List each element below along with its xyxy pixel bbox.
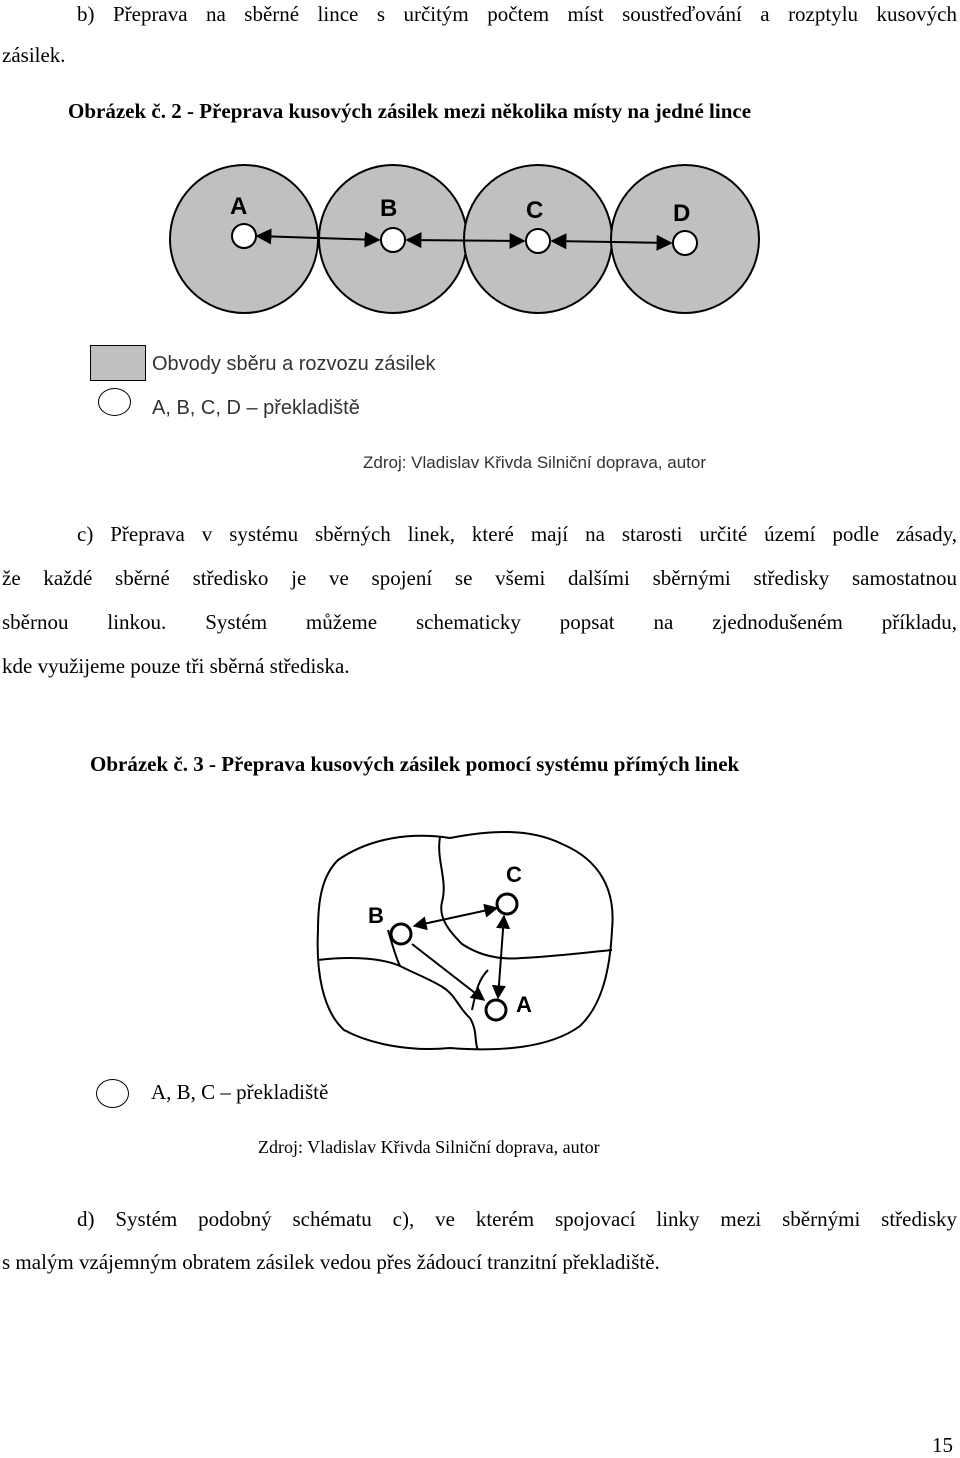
section-d-line1: d) Systém podobný schématu c), ve kterém spojovací linky mezi sběrnými středisky bbox=[77, 1207, 957, 1231]
link-b-c bbox=[407, 240, 524, 241]
legend-point-icon bbox=[96, 1079, 129, 1108]
section-c-line2: že každé sběrné středisko je ve spojení se všemi dalšími sběrnými středisky samostatnou bbox=[2, 566, 957, 590]
section-c-line3: sběrnou linkou. Systém můžeme schematicky popsat na zjednodušeném příkladu, bbox=[2, 610, 957, 634]
figure2-caption: Obrázek č. 2 - Přeprava kusových zásilek mezi několika místy na jedné lince bbox=[68, 99, 752, 123]
point-b bbox=[381, 228, 405, 252]
figure3-source: Zdroj: Vladislav Křivda Silniční doprava, autor bbox=[258, 1137, 600, 1157]
figure3-caption: Obrázek č. 3 - Přeprava kusových zásilek pomocí systému přímých linek bbox=[90, 752, 740, 776]
label-b: B bbox=[368, 903, 384, 928]
legend-point-icon bbox=[98, 388, 131, 416]
section-b-line1: b) Přeprava na sběrné lince s určitým počtem míst soustřeďování a rozptylu kusových bbox=[77, 2, 957, 26]
label-a: A bbox=[230, 193, 248, 220]
section-c-line1: c) Přeprava v systému sběrných linek, které mají na starosti určité území podle zásady, bbox=[77, 522, 957, 546]
point-c bbox=[497, 894, 517, 914]
legend-area-swatch bbox=[90, 345, 146, 381]
point-c bbox=[526, 229, 550, 253]
page-number: 15 bbox=[932, 1433, 953, 1457]
legend-area-label: Obvody sběru a rozvozu zásilek bbox=[152, 353, 436, 375]
point-a bbox=[486, 1000, 506, 1020]
figure3-diagram bbox=[300, 820, 640, 1060]
section-d-line2: s malým vzájemným obratem zásilek vedou přes žádoucí tranzitní překladiště. bbox=[2, 1250, 660, 1274]
section-b-line2: zásilek. bbox=[2, 43, 66, 67]
figure2-source: Zdroj: Vladislav Křivda Silniční doprava, autor bbox=[363, 453, 706, 472]
legend-point-label: A, B, C – překladiště bbox=[151, 1080, 329, 1104]
section-c-line4: kde využijeme pouze tři sběrná střediska. bbox=[2, 654, 350, 678]
label-b: B bbox=[380, 195, 398, 222]
point-a bbox=[232, 224, 256, 248]
figure2-diagram bbox=[160, 158, 780, 328]
territory-boundary-1 bbox=[439, 837, 612, 958]
link-b-c bbox=[414, 908, 497, 926]
label-a: A bbox=[516, 992, 532, 1017]
label-c: C bbox=[506, 862, 522, 887]
territory-boundary-2 bbox=[318, 958, 478, 1050]
label-c: C bbox=[526, 197, 544, 224]
legend-point-label: A, B, C, D – překladiště bbox=[152, 397, 360, 419]
label-d: D bbox=[673, 200, 691, 227]
point-b bbox=[391, 924, 411, 944]
territory-outline bbox=[318, 832, 613, 1049]
point-d bbox=[673, 231, 697, 255]
